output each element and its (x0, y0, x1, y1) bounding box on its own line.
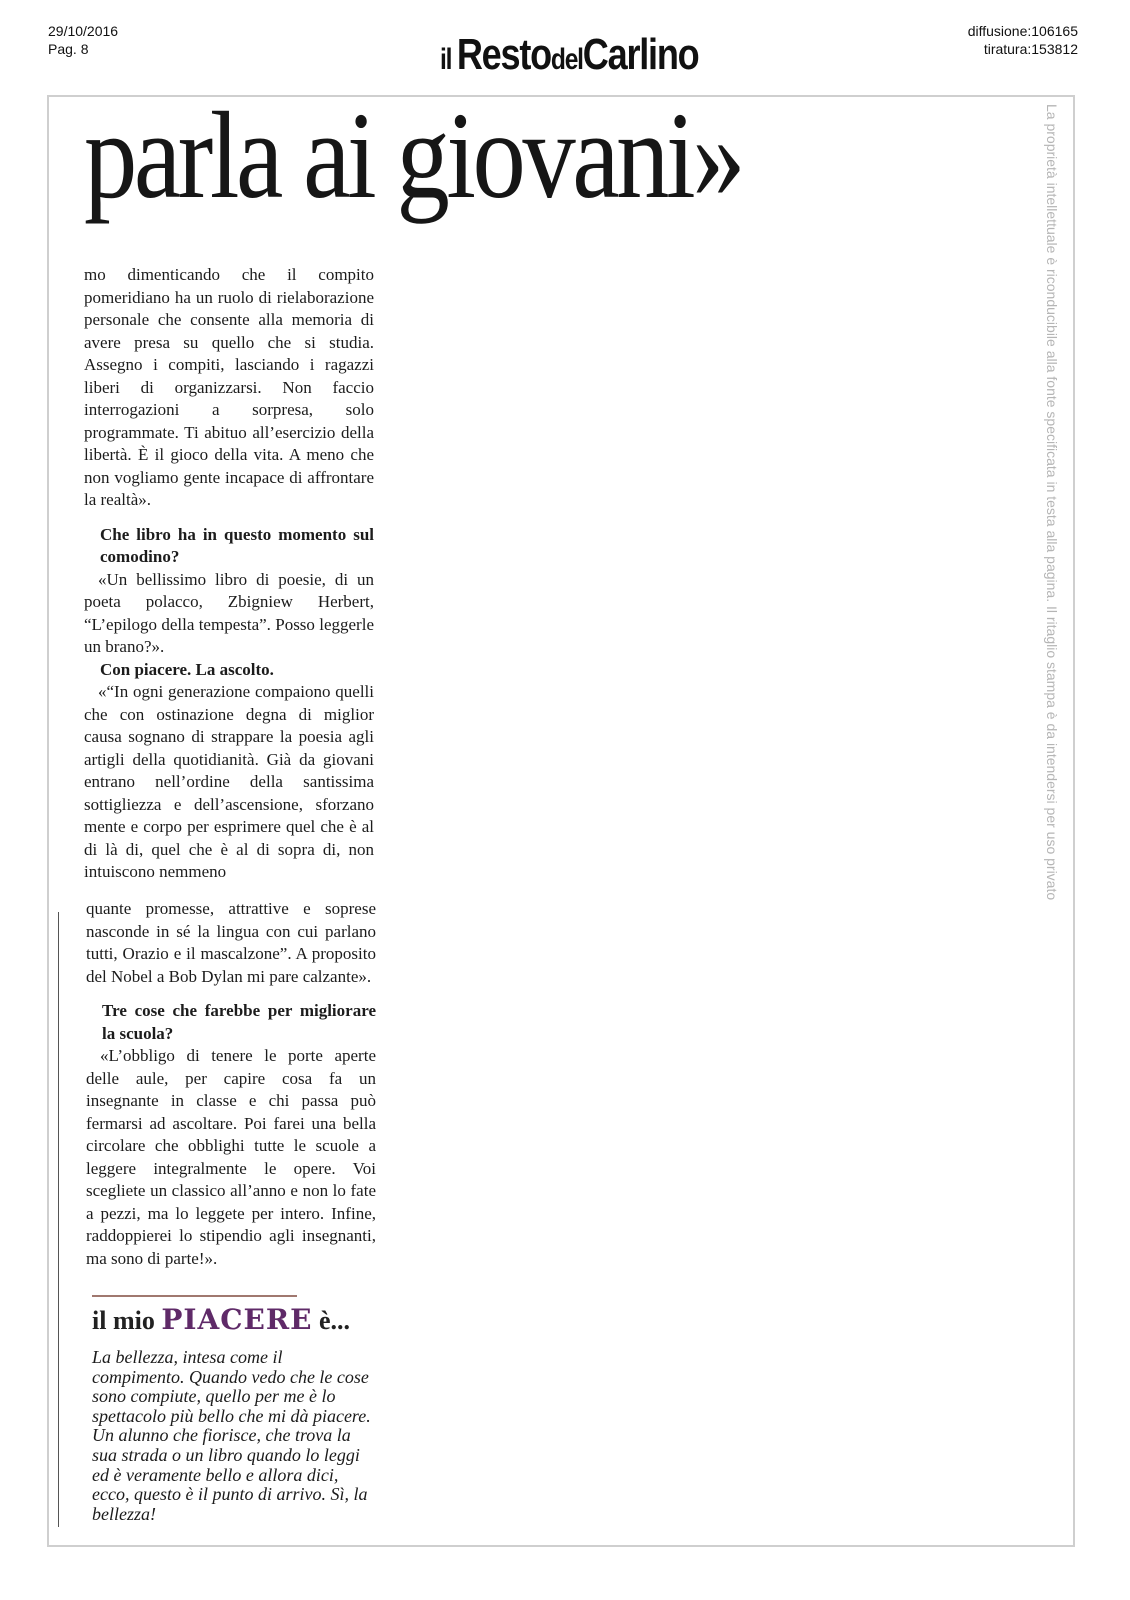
article-column-1 (84, 264, 374, 884)
box-text: La bellezza, intesa come il compimento. Quando vedo che le cose sono compiute, quello per me è lo spettacolo più bello che mi dà piacere. Un alunno che fiorisce, che trova la sua strada o un libro quando lo leggi ed è veramente bello e allora dici, ecco, questo è il punto di arrivo. Sì, la bellezza! (92, 1347, 371, 1524)
box-title-accent: PIACERE (161, 1303, 313, 1336)
interview-answer: «L’obbligo di tenere le porte aperte delle aule, per capire cosa fa un insegnante in classe e chi passa può fermarsi ad ascoltare. Poi farei una bella circolare che obblighi tutte le scuole a leggere integralmente le opere. Voi scegliete un classico all’anno e non lo fate a pezzi, ma lo leggete per intero. Infine, raddoppierei lo stipendio agli insegnanti, ma sono di parte!». (86, 1046, 376, 1268)
interview-question: Tre cose che farebbe per migliorare la scuola? (102, 1001, 376, 1043)
logo-article: il (440, 43, 457, 76)
header-left (48, 22, 118, 58)
interview-question: Con piacere. La ascolto. (100, 659, 274, 679)
paragraph: mo dimenticando che il compito pomeridiano ha un ruolo di rielaborazione personale che consente alla memoria di avere presa su quello che si studia. Assegno i compiti, lasciando i ragazzi liberi di organizzarsi. Non faccio interrogazioni a sorpresa, solo programmate. Ti abituo all’esercizio della libertà. È il gioco della vita. A meno che non vogliamo gente incapace di affrontare la realtà». (84, 265, 374, 509)
article-column-2 (86, 898, 376, 1270)
box-rule (92, 1295, 297, 1297)
article-headline: parla ai giovani» (84, 87, 743, 224)
box-title-prefix: il mio (92, 1306, 162, 1335)
paragraph: quante promesse, attrattive e soprese nasconde in sé la lingua con cui parlano tutti, Orazio e il mascalzone”. A proposito del Nobel a Bob Dylan mi pare calzante». (86, 899, 376, 986)
circulation-diffusione: diffusione:106165 (967, 23, 1078, 39)
circulation-tiratura: tiratura:153812 (983, 41, 1078, 57)
logo-carlino: Carlino (582, 30, 699, 79)
interview-answer: «“In ogni generazione compaiono quelli che con ostinazione degna di miglior causa sognano di strappare la poesia agli artigli della quotidianità. Già da giovani entrano nell’ordine della santissima sottigliezza e dell’ascensione, sforzano mente e corpo per esprimere quel che è al di là di, quel che è al di sopra di, non intuiscono nemmeno (84, 682, 374, 881)
column-divider (58, 912, 59, 1527)
box-title-suffix: è... (312, 1306, 351, 1335)
interview-answer: «Un bellissimo libro di poesie, di un poeta polacco, Zbigniew Herbert, “L’epilogo della tempesta”. Posso leggerle un brano?». (84, 569, 374, 656)
logo-del: del (550, 43, 583, 76)
logo-resto: Resto (456, 30, 551, 79)
publication-date: 29/10/2016 (48, 23, 119, 39)
newspaper-logo (440, 30, 698, 80)
page-number: Pag. 8 (48, 41, 89, 57)
interview-question: Che libro ha in questo momento sul comodino? (100, 524, 374, 566)
header-right (968, 22, 1078, 58)
box-title (92, 1303, 350, 1336)
copyright-side-note: La proprietà intellettuale è riconducibile alla fonte specificata in testa alla pagina. Il ritaglio stampa è da intendersi per uso privato (1044, 104, 1060, 901)
